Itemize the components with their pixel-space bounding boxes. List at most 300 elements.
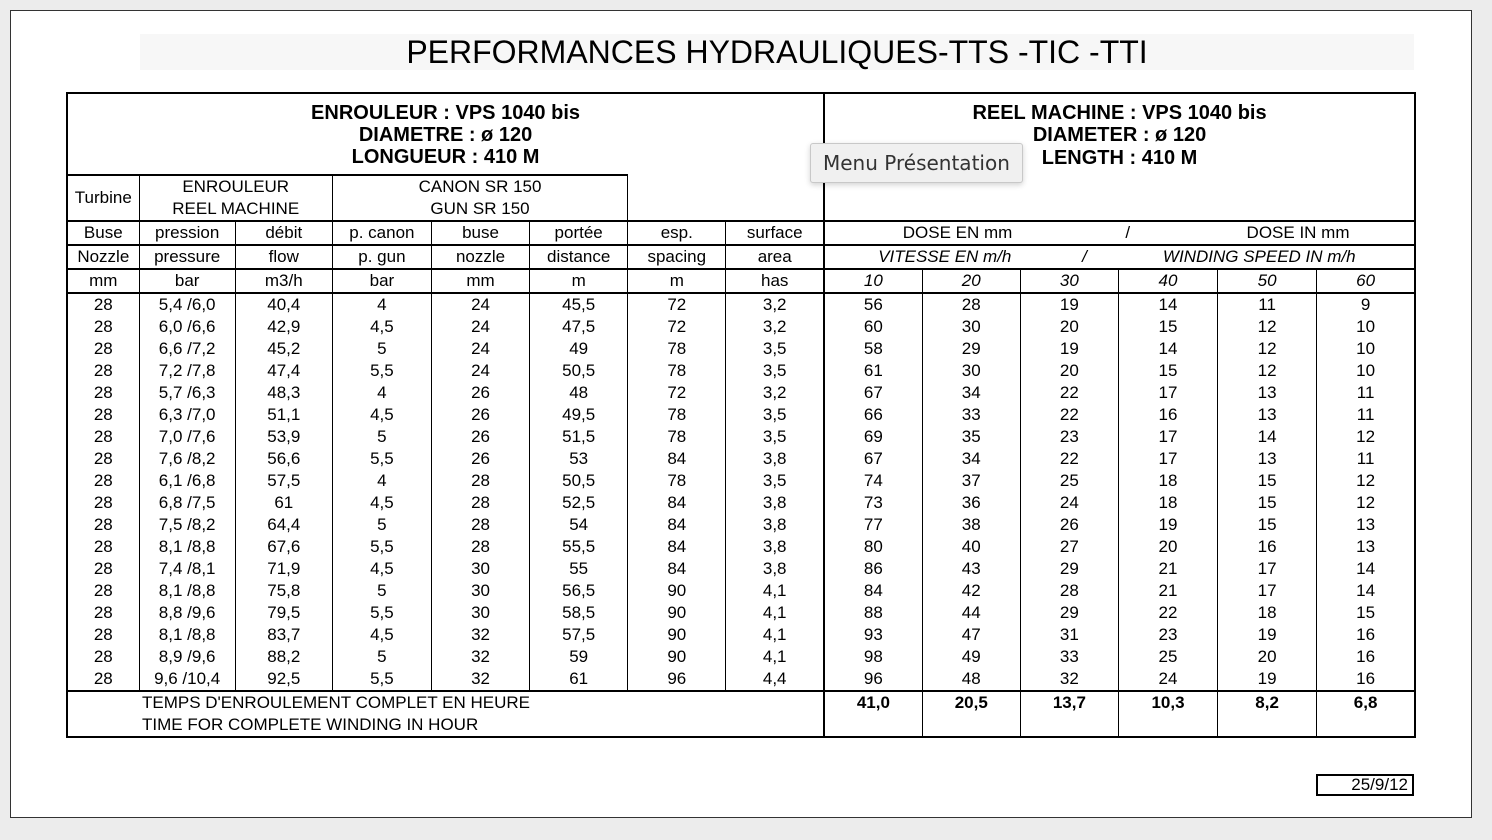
table-row [67, 404, 1415, 426]
table-cell: 19 [1020, 293, 1118, 316]
table-cell: 18 [1118, 492, 1217, 514]
table-cell: 28 [67, 404, 139, 426]
table-cell: 21 [1118, 558, 1217, 580]
table-cell: 5,7 /6,3 [139, 382, 235, 404]
table-cell: 7,6 /8,2 [139, 448, 235, 470]
table-cell: 24 [431, 360, 529, 382]
table-cell: 3,5 [726, 404, 824, 426]
table-cell: 28 [67, 492, 139, 514]
table-cell: 12 [1317, 492, 1415, 514]
table-cell: 19 [1020, 338, 1118, 360]
table-cell: 11 [1317, 382, 1415, 404]
table-cell: 23 [1020, 426, 1118, 448]
table-cell: 13 [1317, 514, 1415, 536]
table-cell: 15 [1218, 492, 1317, 514]
table-cell: 15 [1118, 360, 1217, 382]
table-cell: 51,5 [530, 426, 628, 448]
table-cell: 3,5 [726, 426, 824, 448]
table-cell: 22 [1020, 404, 1118, 426]
table-cell: 12 [1218, 338, 1317, 360]
table-row [67, 558, 1415, 580]
table-row [67, 316, 1415, 338]
gun-group-fr: CANON SR 150 [332, 175, 627, 198]
table-cell: 4,5 [332, 624, 431, 646]
table-cell: 7,4 /8,1 [139, 558, 235, 580]
table-cell: 14 [1118, 338, 1217, 360]
table-cell: 57,5 [530, 624, 628, 646]
table-cell: 8,9 /9,6 [139, 646, 235, 668]
table-cell: 64,4 [235, 514, 332, 536]
table-row [67, 514, 1415, 536]
table-cell: 17 [1118, 426, 1217, 448]
table-cell: 24 [431, 316, 529, 338]
table-cell: 3,2 [726, 382, 824, 404]
table-cell: 3,5 [726, 338, 824, 360]
table-cell: 71,9 [235, 558, 332, 580]
table-cell: 15 [1218, 470, 1317, 492]
table-cell: 56 [824, 293, 922, 316]
table-cell: 4 [332, 470, 431, 492]
speed-30: 30 [1020, 269, 1118, 293]
table-cell: 8,1 /8,8 [139, 580, 235, 602]
table-cell: 28 [67, 426, 139, 448]
table-cell: 5,5 [332, 668, 431, 691]
table-cell: 28 [431, 536, 529, 558]
table-cell: 16 [1317, 646, 1415, 668]
table-cell: 28 [431, 492, 529, 514]
table-cell: 48 [530, 382, 628, 404]
table-cell: 5 [332, 338, 431, 360]
table-cell: 45,2 [235, 338, 332, 360]
table-cell: 50,5 [530, 360, 628, 382]
table-cell: 8,8 /9,6 [139, 602, 235, 624]
table-row [67, 624, 1415, 646]
table-cell: 48,3 [235, 382, 332, 404]
table-cell: 45,5 [530, 293, 628, 316]
footer-label [67, 691, 824, 737]
table-cell: 16 [1317, 624, 1415, 646]
table-cell: 14 [1218, 426, 1317, 448]
table-cell: 26 [431, 448, 529, 470]
blank-header-cell [628, 175, 824, 221]
table-cell: 92,5 [235, 668, 332, 691]
table-cell: 20 [1218, 646, 1317, 668]
table-cell: 28 [67, 580, 139, 602]
table-cell: 55,5 [530, 536, 628, 558]
table-cell: 29 [922, 338, 1020, 360]
table-cell: 51,1 [235, 404, 332, 426]
table-cell: 13 [1317, 536, 1415, 558]
table-cell: 9,6 /10,4 [139, 668, 235, 691]
total-time-40: 10,3 [1118, 691, 1217, 737]
table-cell: 40,4 [235, 293, 332, 316]
total-time-10: 41,0 [824, 691, 922, 737]
table-cell: 84 [628, 536, 726, 558]
table-cell: 3,5 [726, 470, 824, 492]
table-cell: 84 [824, 580, 922, 602]
table-cell: 90 [628, 602, 726, 624]
col-fr-5: portée [530, 221, 628, 245]
table-cell: 3,5 [726, 360, 824, 382]
table-cell: 15 [1118, 316, 1217, 338]
table-cell: 78 [628, 360, 726, 382]
table-cell: 29 [1020, 602, 1118, 624]
table-cell: 26 [1020, 514, 1118, 536]
table-row [67, 470, 1415, 492]
table-cell: 22 [1118, 602, 1217, 624]
table-row [67, 338, 1415, 360]
col-en-1: pressure [139, 245, 235, 269]
unit-6: m [628, 269, 726, 293]
table-row [67, 293, 1415, 316]
table-cell: 13 [1218, 382, 1317, 404]
table-cell: 61 [530, 668, 628, 691]
header-fr-line1: ENROULEUR : VPS 1040 bis [67, 93, 824, 124]
table-cell: 18 [1218, 602, 1317, 624]
header-en-line2: DIAMETER : ø 120 [824, 124, 1415, 146]
table-cell: 33 [922, 404, 1020, 426]
dose-slash: / [1125, 223, 1131, 242]
table-cell: 28 [67, 646, 139, 668]
table-cell: 78 [628, 426, 726, 448]
table-cell: 74 [824, 470, 922, 492]
table-cell: 28 [67, 558, 139, 580]
table-cell: 6,6 /7,2 [139, 338, 235, 360]
table-cell: 40 [922, 536, 1020, 558]
table-cell: 28 [431, 470, 529, 492]
speed-20: 20 [922, 269, 1020, 293]
table-cell: 37 [922, 470, 1020, 492]
col-fr-3: p. canon [332, 221, 431, 245]
table-cell: 28 [67, 448, 139, 470]
table-cell: 32 [431, 624, 529, 646]
table-cell: 26 [431, 382, 529, 404]
table-cell: 4 [332, 293, 431, 316]
speed-40: 40 [1118, 269, 1217, 293]
table-row [67, 536, 1415, 558]
table-cell: 49,5 [530, 404, 628, 426]
table-cell: 34 [922, 448, 1020, 470]
table-cell: 93 [824, 624, 922, 646]
table-cell: 61 [824, 360, 922, 382]
table-cell: 61 [235, 492, 332, 514]
table-cell: 30 [431, 558, 529, 580]
table-row [67, 426, 1415, 448]
table-cell: 3,8 [726, 558, 824, 580]
table-cell: 4,5 [332, 316, 431, 338]
col-en-2: flow [235, 245, 332, 269]
table-cell: 28 [67, 382, 139, 404]
table-cell: 10 [1317, 316, 1415, 338]
unit-3: bar [332, 269, 431, 293]
turbine-label: Turbine [67, 175, 139, 221]
table-cell: 13 [1218, 404, 1317, 426]
table-cell: 20 [1118, 536, 1217, 558]
table-cell: 56,6 [235, 448, 332, 470]
table-cell: 24 [431, 338, 529, 360]
table-cell: 4 [332, 382, 431, 404]
table-cell: 72 [628, 316, 726, 338]
table-cell: 3,8 [726, 492, 824, 514]
table-cell: 84 [628, 448, 726, 470]
table-cell: 19 [1218, 668, 1317, 691]
col-en-7: area [726, 245, 824, 269]
table-cell: 7,5 /8,2 [139, 514, 235, 536]
table-cell: 20 [1020, 316, 1118, 338]
table-cell: 90 [628, 646, 726, 668]
table-cell: 28 [67, 514, 139, 536]
total-time-20: 20,5 [922, 691, 1020, 737]
table-cell: 14 [1118, 293, 1217, 316]
table-cell: 26 [431, 426, 529, 448]
table-cell: 28 [67, 338, 139, 360]
table-cell: 16 [1118, 404, 1217, 426]
table-cell: 5,5 [332, 360, 431, 382]
table-cell: 28 [431, 514, 529, 536]
table-cell: 4,4 [726, 668, 824, 691]
table-cell: 25 [1118, 646, 1217, 668]
table-cell: 12 [1218, 360, 1317, 382]
table-cell: 54 [530, 514, 628, 536]
table-cell: 5 [332, 646, 431, 668]
table-cell: 42 [922, 580, 1020, 602]
table-cell: 52,5 [530, 492, 628, 514]
table-cell: 66 [824, 404, 922, 426]
col-fr-0: Buse [67, 221, 139, 245]
table-cell: 47,4 [235, 360, 332, 382]
table-cell: 59 [530, 646, 628, 668]
table-cell: 6,1 /6,8 [139, 470, 235, 492]
header-fr-line2: DIAMETRE : ø 120 [67, 124, 824, 146]
table-cell: 28 [67, 293, 139, 316]
table-cell: 53 [530, 448, 628, 470]
table-cell: 67,6 [235, 536, 332, 558]
col-fr-6: esp. [628, 221, 726, 245]
table-cell: 28 [67, 470, 139, 492]
table-cell: 28 [67, 602, 139, 624]
total-time-30: 13,7 [1020, 691, 1118, 737]
table-cell: 47,5 [530, 316, 628, 338]
table-cell: 4,5 [332, 404, 431, 426]
table-row [67, 646, 1415, 668]
table-cell: 28 [67, 536, 139, 558]
unit-2: m3/h [235, 269, 332, 293]
col-en-0: Nozzle [67, 245, 139, 269]
table-cell: 42,9 [235, 316, 332, 338]
table-cell: 38 [922, 514, 1020, 536]
table-cell: 30 [922, 316, 1020, 338]
table-cell: 67 [824, 382, 922, 404]
table-cell: 32 [1020, 668, 1118, 691]
table-cell: 29 [1020, 558, 1118, 580]
unit-7: has [726, 269, 824, 293]
table-cell: 28 [922, 293, 1020, 316]
table-row [67, 492, 1415, 514]
table-cell: 32 [431, 668, 529, 691]
speed-50: 50 [1218, 269, 1317, 293]
table-cell: 10 [1317, 360, 1415, 382]
table-cell: 11 [1317, 404, 1415, 426]
table-cell: 15 [1317, 602, 1415, 624]
table-cell: 11 [1317, 448, 1415, 470]
total-time-60: 6,8 [1317, 691, 1415, 737]
table-cell: 73 [824, 492, 922, 514]
col-en-4: nozzle [431, 245, 529, 269]
table-cell: 17 [1218, 558, 1317, 580]
table-cell: 4,1 [726, 646, 824, 668]
table-cell: 10 [1317, 338, 1415, 360]
total-time-50: 8,2 [1218, 691, 1317, 737]
table-cell: 8,1 /8,8 [139, 624, 235, 646]
table-cell: 67 [824, 448, 922, 470]
header-en-line3: LENGTH : 410 M [824, 146, 1415, 175]
table-row [67, 360, 1415, 382]
table-cell: 24 [1020, 492, 1118, 514]
table-cell: 84 [628, 558, 726, 580]
table-cell: 14 [1317, 580, 1415, 602]
table-cell: 30 [922, 360, 1020, 382]
table-cell: 22 [1020, 382, 1118, 404]
table-cell: 86 [824, 558, 922, 580]
table-cell: 5 [332, 580, 431, 602]
table-row [67, 668, 1415, 691]
table-cell: 58 [824, 338, 922, 360]
table-cell: 69 [824, 426, 922, 448]
table-cell: 19 [1118, 514, 1217, 536]
table-cell: 3,2 [726, 293, 824, 316]
table-cell: 72 [628, 293, 726, 316]
table-cell: 84 [628, 514, 726, 536]
table-cell: 6,0 /6,6 [139, 316, 235, 338]
table-cell: 3,8 [726, 448, 824, 470]
header-fr-line3: LONGUEUR : 410 M [67, 146, 824, 175]
table-cell: 49 [922, 646, 1020, 668]
table-cell: 5 [332, 426, 431, 448]
col-en-5: distance [530, 245, 628, 269]
table-cell: 14 [1317, 558, 1415, 580]
table-cell: 83,7 [235, 624, 332, 646]
table-cell: 58,5 [530, 602, 628, 624]
table-cell: 3,8 [726, 514, 824, 536]
table-cell: 22 [1020, 448, 1118, 470]
table-cell: 13 [1218, 448, 1317, 470]
table-cell: 11 [1218, 293, 1317, 316]
table-cell: 78 [628, 338, 726, 360]
table-cell: 32 [431, 646, 529, 668]
table-cell: 9 [1317, 293, 1415, 316]
presentation-menu-tooltip[interactable]: Menu Présentation [810, 143, 1023, 183]
speed-fr: VITESSE EN m/h [878, 247, 1012, 266]
table-cell: 88,2 [235, 646, 332, 668]
table-cell: 30 [431, 602, 529, 624]
table-cell: 50,5 [530, 470, 628, 492]
table-cell: 79,5 [235, 602, 332, 624]
table-row [67, 580, 1415, 602]
footer-fr: TEMPS D'ENROULEMENT COMPLET EN HEURE [142, 693, 531, 712]
performance-table [66, 92, 1416, 738]
table-cell: 4,1 [726, 602, 824, 624]
table-cell: 28 [67, 360, 139, 382]
table-cell: 16 [1317, 668, 1415, 691]
page-title: PERFORMANCES HYDRAULIQUES-TTS -TIC -TTI [140, 34, 1414, 70]
dose-fr: DOSE EN mm [902, 223, 1013, 242]
table-cell: 78 [628, 404, 726, 426]
table-cell: 96 [824, 668, 922, 691]
table-cell: 31 [1020, 624, 1118, 646]
table-cell: 77 [824, 514, 922, 536]
table-cell: 5,4 /6,0 [139, 293, 235, 316]
unit-5: m [530, 269, 628, 293]
table-cell: 4,5 [332, 558, 431, 580]
table-cell: 12 [1218, 316, 1317, 338]
table-cell: 28 [67, 624, 139, 646]
col-en-6: spacing [628, 245, 726, 269]
table-cell: 20 [1020, 360, 1118, 382]
table-cell: 12 [1317, 426, 1415, 448]
table-cell: 57,5 [235, 470, 332, 492]
table-cell: 28 [67, 668, 139, 691]
table-cell: 4,5 [332, 492, 431, 514]
col-en-3: p. gun [332, 245, 431, 269]
table-cell: 34 [922, 382, 1020, 404]
table-cell: 15 [1218, 514, 1317, 536]
table-cell: 48 [922, 668, 1020, 691]
table-cell: 49 [530, 338, 628, 360]
table-cell: 24 [431, 293, 529, 316]
table-cell: 7,2 /7,8 [139, 360, 235, 382]
table-cell: 5 [332, 514, 431, 536]
table-cell: 17 [1118, 382, 1217, 404]
table-row [67, 602, 1415, 624]
table-cell: 33 [1020, 646, 1118, 668]
table-cell: 21 [1118, 580, 1217, 602]
speed-10: 10 [824, 269, 922, 293]
header-en-line1: REEL MACHINE : VPS 1040 bis [824, 93, 1415, 124]
table-cell: 43 [922, 558, 1020, 580]
unit-4: mm [431, 269, 529, 293]
reel-group-fr: ENROULEUR [139, 175, 332, 198]
table-cell: 84 [628, 492, 726, 514]
table-cell: 30 [431, 580, 529, 602]
table-cell: 96 [628, 668, 726, 691]
speed-60: 60 [1317, 269, 1415, 293]
table-cell: 56,5 [530, 580, 628, 602]
col-fr-1: pression [139, 221, 235, 245]
table-cell: 12 [1317, 470, 1415, 492]
table-cell: 16 [1218, 536, 1317, 558]
table-cell: 78 [628, 470, 726, 492]
unit-0: mm [67, 269, 139, 293]
table-cell: 6,8 /7,5 [139, 492, 235, 514]
table-cell: 80 [824, 536, 922, 558]
table-cell: 19 [1218, 624, 1317, 646]
table-cell: 17 [1218, 580, 1317, 602]
table-cell: 28 [67, 316, 139, 338]
table-cell: 3,2 [726, 316, 824, 338]
table-cell: 5,5 [332, 602, 431, 624]
table-cell: 24 [1118, 668, 1217, 691]
table-cell: 25 [1020, 470, 1118, 492]
table-cell: 98 [824, 646, 922, 668]
table-cell: 47 [922, 624, 1020, 646]
col-fr-7: surface [726, 221, 824, 245]
table-cell: 6,3 /7,0 [139, 404, 235, 426]
table-cell: 28 [1020, 580, 1118, 602]
table-row [67, 448, 1415, 470]
table-cell: 88 [824, 602, 922, 624]
dose-header [824, 221, 1415, 245]
table-cell: 17 [1118, 448, 1217, 470]
